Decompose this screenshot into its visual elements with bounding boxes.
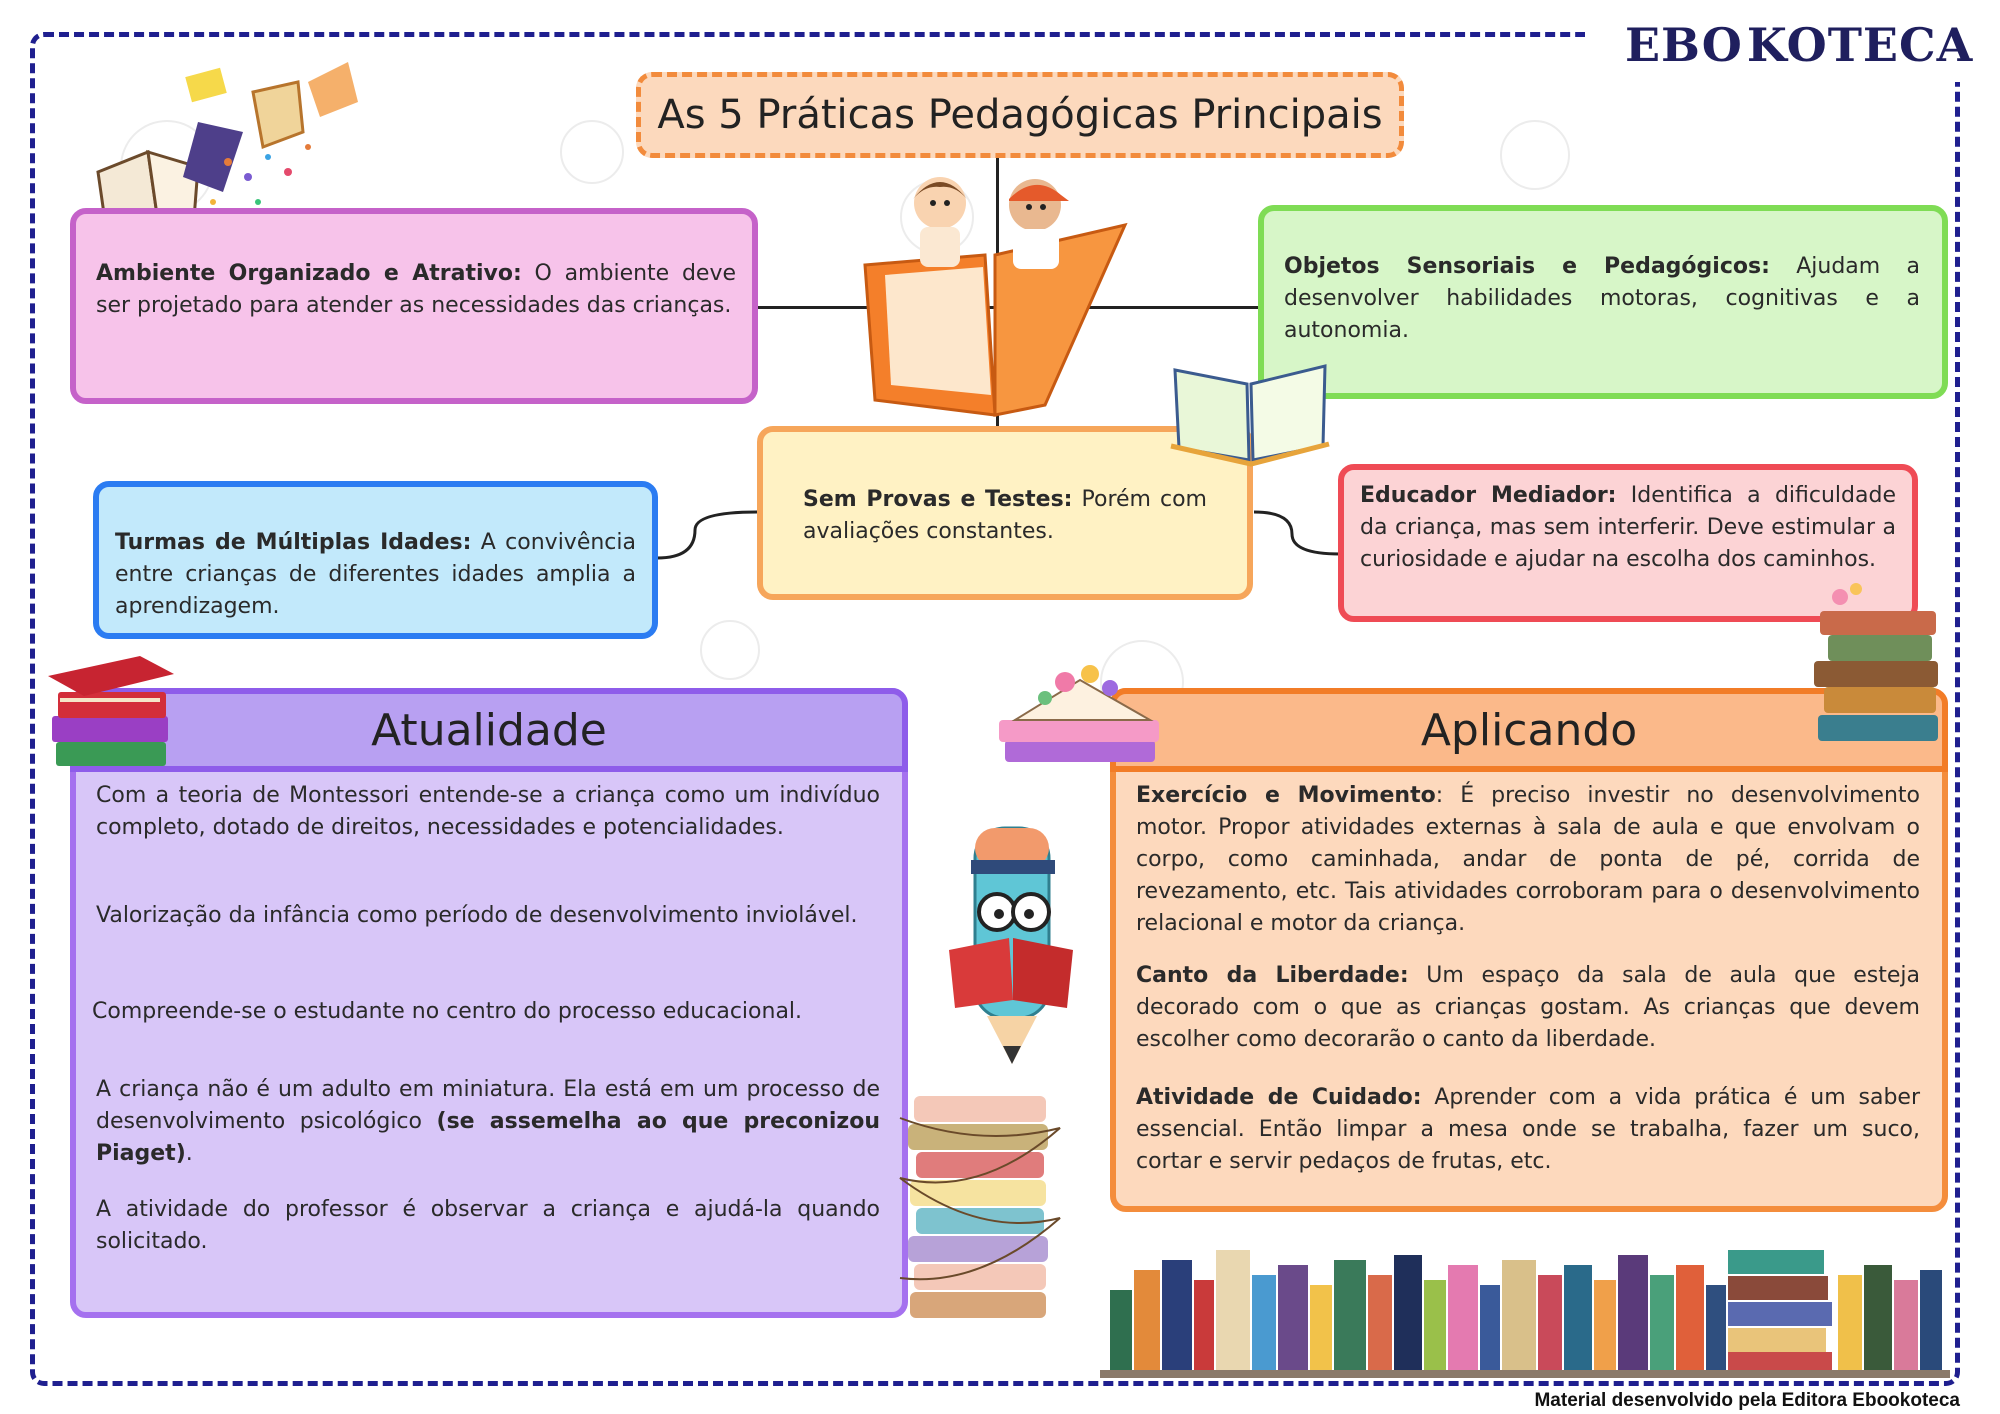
pencil-mascot-icon [935,808,1085,1078]
practice-turmas [93,481,658,639]
connector-curve-right [1252,508,1342,568]
practice-sem-provas-title: Sem Provas e Testes: [803,487,1073,512]
atualidade-p4-bold: (se assemelha ao que preconizou Piaget) [96,1109,880,1166]
book-stack-icon [890,1088,1070,1338]
book-stack-icon [44,652,184,782]
book-stack-icon [1800,575,1960,755]
aplicando-item-1-title: Exercício e Movimento [1136,783,1436,808]
atualidade-p4-text: A criança não é um adulto em miniatura. Ela está em um processo de desenvolvimento psicológico [96,1077,880,1134]
bookshelf-icon [1090,1220,1960,1390]
connector-curve-left [655,500,765,570]
brand-logo [1625,10,1974,80]
atualidade-p4-end: . [185,1141,193,1166]
aplicando-item-1-text: : É preciso investir no desenvolvimento motor. Propor atividades externas à sala de aula e que envolvam o corpo, como caminhada, andar de ponta de pé, corrida de revezamento, etc. Tais atividades corroboram para o desenvolvimento relacional e motor da criança. [1136,783,1920,936]
aplicando-item-3 [1136,1082,1920,1178]
flower-book-icon [985,640,1175,790]
aplicando-item-2-title: Canto da Liberdade: [1136,963,1409,988]
aplicando-item-2-text: Um espaço da sala de aula que esteja decorado com o que as crianças gostam. As crianças que devem escolher como decorarão o canto da liberdade. [1136,963,1920,1052]
practice-sem-provas-text: Porém com avaliações constantes. [803,487,1207,544]
aplicando-item-3-text: Aprender com a vida prática é um saber essencial. Então limpar a mesa onde se trabalha, fazer um suco, cortar e servir pedaços de frutas, etc. [1136,1085,1920,1174]
practice-ambiente [70,208,758,404]
practice-ambiente-title: Ambiente Organizado e Atrativo: [96,261,522,286]
kids-on-book-icon [845,165,1145,425]
atualidade-p4 [96,1074,880,1170]
page-title: As 5 Práticas Pedagógicas Principais [636,72,1404,158]
atualidade-p3: Compreende-se o estudante no centro do processo educacional. [92,999,803,1024]
brand-left-text: EBO [1625,18,1743,72]
atualidade-heading: Atualidade [70,688,908,772]
footer-credit: Material desenvolvido pela Editora Ebookoteca [1534,1390,1960,1411]
atualidade-p2: Valorização da infância como período de desenvolvimento inviolável. [96,903,858,928]
aplicando-heading: Aplicando [1110,688,1948,772]
practice-turmas-text: A convivência entre crianças de diferentes idades amplia a aprendizagem. [115,530,636,619]
practice-turmas-title: Turmas de Múltiplas Idades: [115,530,472,555]
practice-educador-text: Identifica a dificuldade da criança, mas sem interferir. Deve estimular a curiosidade e ajudar na escolha dos caminhos. [1360,483,1896,572]
open-book-icon [1165,350,1335,470]
aplicando-item-1 [1136,780,1920,940]
brand-right-text: KOTECA [1746,18,1974,72]
practice-educador-title: Educador Mediador: [1360,483,1617,508]
atualidade-p5: A atividade do professor é observar a criança e ajudá-la quando solicitado. [96,1197,880,1254]
practice-objetos [1258,205,1948,399]
practice-ambiente-text: O ambiente deve ser projetado para atender as necessidades das crianças. [96,261,736,318]
aplicando-item-2 [1136,960,1920,1056]
practice-objetos-text: Ajudam a desenvolver habilidades motoras, cognitivas e a autonomia. [1284,254,1921,343]
practice-objetos-title: Objetos Sensoriais e Pedagógicos: [1284,254,1770,279]
atualidade-p1: Com a teoria de Montessori entende-se a criança como um indivíduo completo, dotado de direitos, necessidades e potencialidades. [96,783,880,840]
aplicando-item-3-title: Atividade de Cuidado: [1136,1085,1422,1110]
